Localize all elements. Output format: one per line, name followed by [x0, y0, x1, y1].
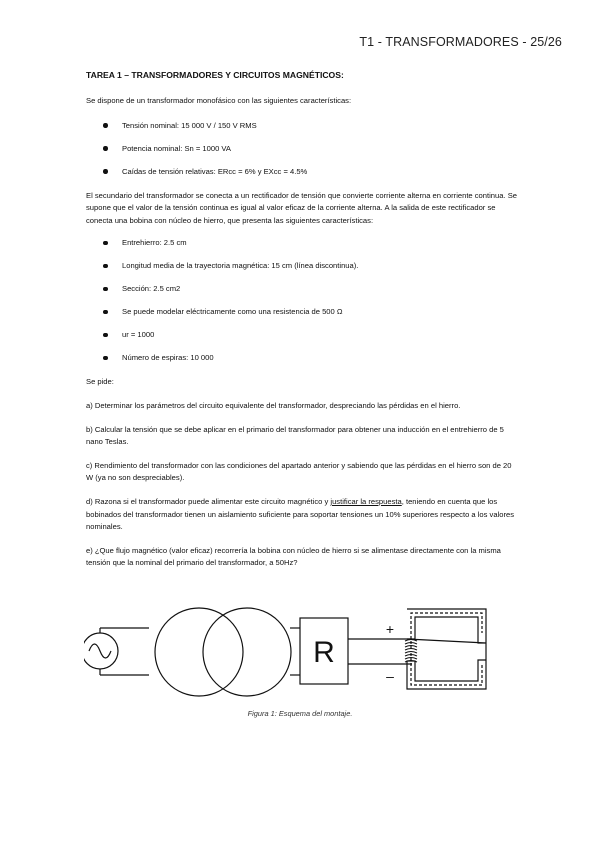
question-d	[86, 496, 518, 534]
resistor-label: R	[313, 636, 335, 669]
page-header: T1 - TRANSFORMADORES - 25/26	[359, 35, 562, 49]
circuit-diagram	[84, 603, 504, 707]
transformer-secondary-icon	[203, 608, 291, 696]
spec-item: Caídas de tensión relativas: ERcc = 6% y EXcc = 4.5%	[86, 167, 518, 177]
magnetic-path-dashed	[411, 613, 482, 685]
document-body	[86, 70, 518, 581]
iron-core-icon	[407, 609, 486, 689]
se-pide-label: Se pide:	[86, 377, 114, 387]
spec-item: Número de espiras: 10 000	[86, 353, 518, 363]
spec-item: Sección: 2.5 cm2	[86, 284, 518, 294]
figure-caption: Figura 1: Esquema del montaje.	[247, 709, 353, 718]
question-c: c) Rendimiento del transformador con las condiciones del apartado anterior y sabiendo que las pérdidas en el hierro son de 20 W (ya no son despreciables).	[86, 460, 512, 483]
question-d-end: , teniendo en cuenta que los bobinados del transformador tienen un aislamiento suficiente para soportar tensiones un 10% superiores respecto a los valores nominales.	[86, 496, 515, 532]
coil-spec-list	[86, 238, 518, 363]
question-a: a) Determinar los parámetros del circuito equivalente del transformador, despreciando las pérdidas en el hierro.	[86, 400, 461, 410]
question-d-start: d) Razona si el transformador puede alimentar este circuito magnético y	[86, 496, 331, 506]
question-d-underlined: justificar la respuesta	[330, 496, 402, 506]
spec-item: Longitud media de la trayectoria magnética: 15 cm (línea discontinua).	[86, 261, 518, 271]
spec-item: Potencia nominal: Sn = 1000 VA	[86, 144, 518, 154]
secondary-paragraph: El secundario del transformador se conecta a un rectificador de tensión que convierte corriente alterna en corriente continua. Se supone que el valor de la tensión continua es igual al valor eficaz de la corriente alterna. A la salida de este rectificador se conecta una bobina con núcleo de hierro, que presenta las siguientes características:	[86, 190, 517, 225]
transformer-primary-icon	[155, 608, 243, 696]
spec-item: Entrehierro: 2.5 cm	[86, 238, 518, 248]
question-b: b) Calcular la tensión que se debe aplicar en el primario del transformador para obtener una inducción en el entrehierro de 5 nano Teslas.	[86, 424, 504, 447]
plus-label: +	[385, 621, 395, 637]
minus-label: –	[386, 668, 394, 684]
intro-text: Se dispone de un transformador monofásico con las siguientes características:	[86, 96, 352, 105]
spec-item: ur = 1000	[86, 330, 518, 340]
task-title: TAREA 1 – TRANSFORMADORES Y CIRCUITOS MAGNÉTICOS:	[86, 70, 344, 80]
spec-item: Tensión nominal: 15 000 V / 150 V RMS	[86, 121, 518, 131]
transformer-spec-list	[86, 121, 518, 177]
sine-wave-icon	[89, 644, 111, 658]
question-e: e) ¿Que flujo magnético (valor eficaz) recorrería la bobina con núcleo de hierro si se alimentase directamente con la misma tensión que la nominal del primario del transformador, a 50Hz?	[86, 545, 501, 568]
spec-item: Se puede modelar eléctricamente como una resistencia de 500 Ω	[86, 307, 518, 317]
